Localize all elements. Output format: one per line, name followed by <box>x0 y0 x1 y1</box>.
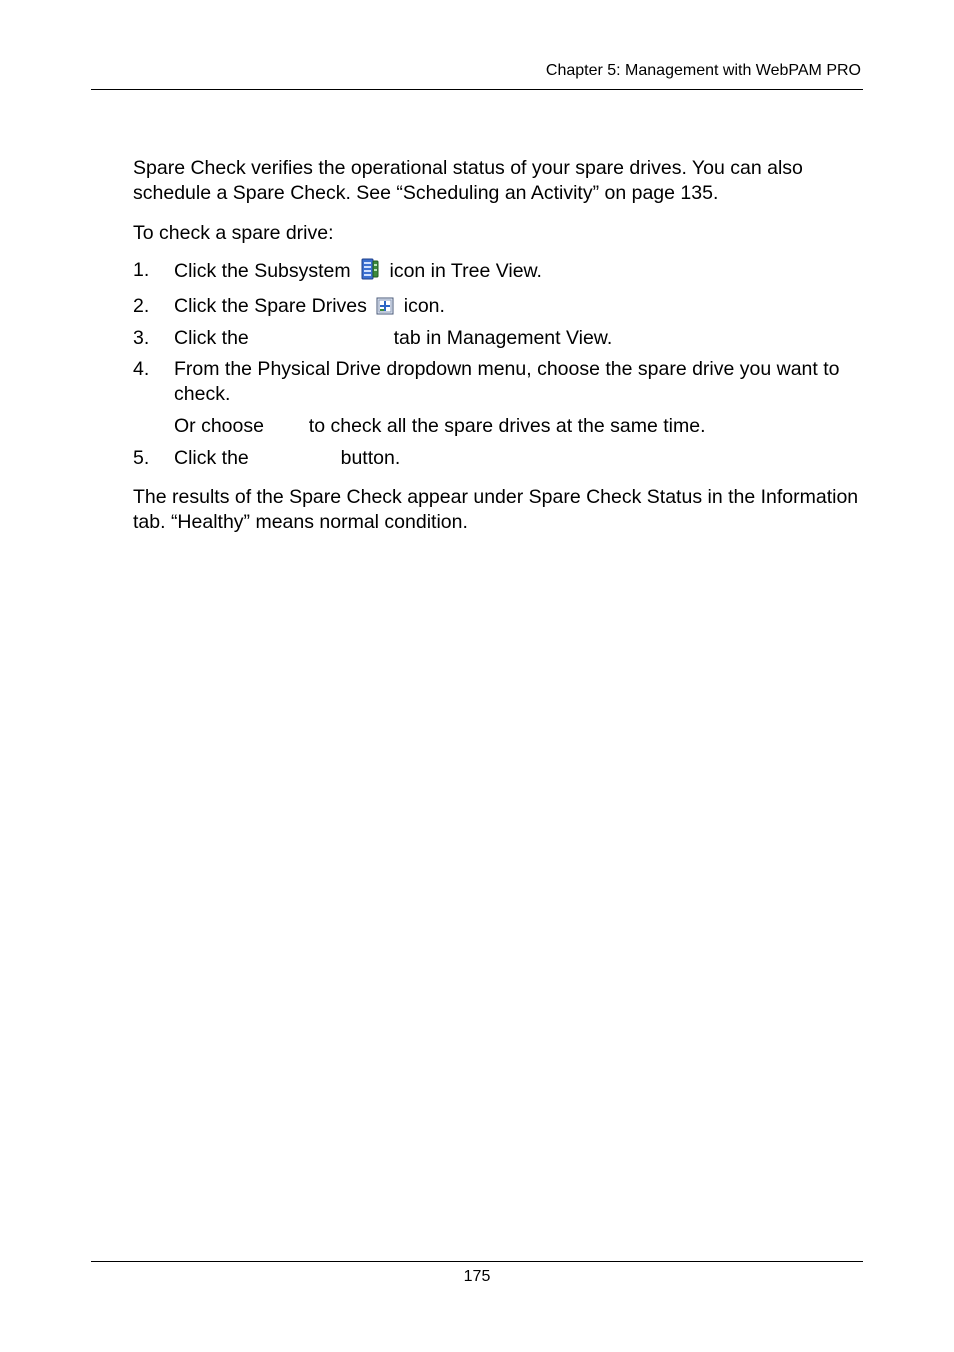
step-text: Click the Spare Drives <box>174 295 373 317</box>
footer-rule <box>91 1261 863 1262</box>
step-text: Click the <box>174 447 255 469</box>
step-number: 5. <box>133 447 150 469</box>
results-paragraph: The results of the Spare Check appear under Spare Check Status in the Information tab. “Healthy” means normal condition. <box>133 486 859 533</box>
step-number: 2. <box>133 295 150 317</box>
step-number: 3. <box>133 327 150 349</box>
step-text-continued: to check all the spare drives at the same time. <box>303 415 706 437</box>
step-text-continued: icon in Tree View. <box>384 260 542 282</box>
lead-in-text: To check a spare drive: <box>133 222 334 244</box>
step-text: Click the Subsystem <box>174 260 357 282</box>
step-text-continued: button. <box>335 447 401 469</box>
step-text: Or choose <box>174 415 270 437</box>
page-number: 175 <box>463 1268 491 1285</box>
step-number: 1. <box>133 259 150 281</box>
subsystem-icon <box>360 258 380 287</box>
header-rule <box>91 89 863 90</box>
chapter-title: Chapter 5: Management with WebPAM PRO <box>545 62 861 79</box>
spare-drives-icon <box>376 297 394 322</box>
step-text-continued: icon. <box>398 295 445 317</box>
step-number: 4. <box>133 358 150 380</box>
step-text: From the Physical Drive dropdown menu, choose the spare drive you want to check. <box>174 358 840 405</box>
intro-paragraph: Spare Check verifies the operational status of your spare drives. You can also schedule a Spare Check. See “Scheduling an Activity” on page 135. <box>133 157 803 204</box>
step-text: Click the <box>174 327 255 349</box>
step-text-continued: tab in Management View. <box>388 327 613 349</box>
